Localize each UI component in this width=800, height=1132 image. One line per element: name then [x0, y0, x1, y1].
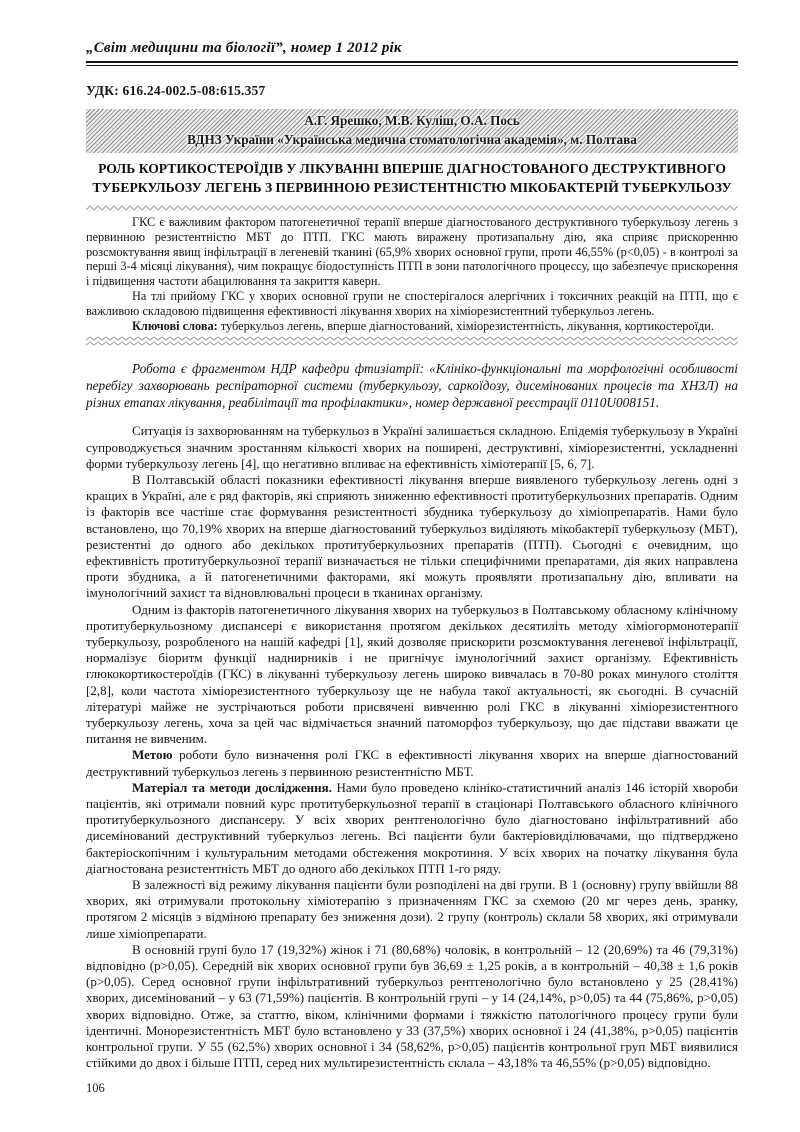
- abstract-section: [86, 205, 738, 346]
- keywords-label: Ключові слова:: [132, 318, 218, 333]
- authors-block: [86, 109, 738, 153]
- methods-label: Матеріал та методи дослідження.: [132, 779, 332, 795]
- body-paragraph-7: В основній групі було 17 (19,32%) жінок і 71 (80,68%) чоловік, в контрольній – 12 (20,69%) та 46 (79,31%) відповідно (р>0,05). Середній вік хворих основної групи був 36,69 ± 1,25 років, а в контрольній – 40,38 ± 1,6 років (р>0,05). Серед основної групи інфільтративний туберкульоз рентгенологічно було встановлено у 25 (28,41%) хворих, дисемінований – у 63 (71,59%) пацієнтів. В контрольній групі – у 14 (24,14%, р>0,05) та 44 (75,86%, р>0,05) хворих відповідно. Отже, за статтю, віком, клінічними формами і тяжкістю патологічного процесу групи були ідентичні. Монорезистентність МБТ було встановлено у 33 (37,5%) хворих основної і 24 (41,38%, р>0,05) пацієнтів контрольної групи. У 55 (62,5%) хворих основної і 34 (58,62%, р>0,05) пацієнтів контрольної груп МБТ виявилися стійкими до двох і більше ПТП, серед них мультирезистентність склала – 43,18% та 46,55% (р>0,05) відповідно.: [86, 941, 738, 1071]
- body-paragraph-2: В Полтавській області показники ефективності лікування вперше виявленого туберкульозу легень одні з кращих в Україні, але є ряд факторів, які сприяють зниженню ефективності протитуберкульозних препаратів. Одним із факторів все частіше стає формування резистентності збудника туберкульозу до хіміопрепаратів. Нами було встановлено, що 70,19% хворих на вперше діагностований туберкульоз виділяють мікобактерії туберкульозу (МБТ), резистентні до одного або декількох протитуберкульозних препаратів (ПТП). Сьогодні є очевидним, що ефективність протитуберкульозної терапії визначається не тільки специфічними препаратами, дія яких направлена проти збудника, а й патогенетичними факторами, які можуть проявляти протизапальну дію, впливати на імунологічний захист та відновлювальні процеси в тканинах організму.: [86, 471, 738, 601]
- aim-label: Метою: [132, 747, 173, 763]
- article-title: РОЛЬ КОРТИКОСТЕРОЇДІВ У ЛІКУВАННІ ВПЕРШЕ ДІАГНОСТОВАНОГО ДЕСТРУКТИВНОГО ТУБЕРКУЛЬОЗУ ЛЕГЕНЬ З ПЕРВИННОЮ РЕЗИСТЕНТНІСТЮ МІКОБАКТЕРІЙ ТУБЕРКУЛЬОЗУ: [92, 161, 732, 195]
- abstract-paragraph-2: На тлі прийому ГКС у хворих основної групи не спостерігалося алергічних і токсичних реакцій на ПТП, що є важливою складовою підвищення ефективності лікування хворих на хіміорезистентний туберкульоз легень.: [86, 288, 738, 318]
- article-body: [86, 423, 738, 1071]
- keywords-line: [86, 319, 738, 334]
- zigzag-border-top-icon: [86, 205, 738, 211]
- udk-code: УДК: 616.24-002.5-08:615.357: [86, 83, 266, 98]
- aim-text: роботи було визначення ролі ГКС в ефективності лікування хворих на вперше діагностований деструктивний туберкульоз легень з первинною резистентністю МБТ.: [86, 747, 738, 779]
- keywords-value: туберкульоз легень, вперше діагностований, хіміорезистентність, лікування, кортикостероїди.: [217, 318, 714, 333]
- research-project-note: Робота є фрагментом НДР кафедри фтизіатрії: «Клініко-функціональні та морфологічні особливості перебігу захворювань респіраторної системи (туберкульозу, саркоїдозу, дисемінованих процесів та ХНЗЛ) на різних етапах лікування, реабілітації та профілактики», номер державної реєстрації 0110U008151.: [86, 361, 738, 411]
- body-paragraph-3: Одним із факторів патогенетичного лікування хворих на туберкульоз в Полтавському обласному клінічному протитуберкульозному диспансері є використання протягом декількох десятиліть методу хіміогормонотерапії туберкульозу, розробленого на нашій кафедрі [1], який дозволяє прискорити розсмоктування легеневої інфільтрації, нормалізує біоритм функції наднирників і не пригнічує імунологічний захист організму. Ефективність глюкокортикостероїдів (ГКС) в лікуванні туберкульозу легень широко вивчалась в 70-80 роках минулого століття [2,8], коли частота хіміорезистентного туберкульозу ще не набула такої актуальності, як сьогодні. В сучасній літературі майже не зустрічаються роботи присвячені вивченню ролі ГКС в лікуванні хіміорезистентного туберкульозу легень, хоча за цей час відмічається значний патоморфоз туберкульозу, що дає підстави вважати це питання не вивченим.: [86, 601, 738, 747]
- methods-text: Нами було проведено клініко-статистичний аналіз 146 історій хвороби пацієнтів, які отримали повний курс протитуберкульозної терапії в стаціонарі Полтавського обласного клінічного протитуберкульозного диспансеру. У всіх хворих рентгенологічно було діагностовано інфільтративний або дисемінований деструктивний туберкульоз легень. Всі пацієнти були бактеріовиділювачами, що підтверджено бактеріоскопічним і культуральним методами обстеження мокротиння. У всіх хворих на початку лікування була діагностована резистентність МБТ до одного або декількох ПТП 1-го ряду.: [86, 779, 739, 876]
- zigzag-border-bottom-icon: [86, 336, 738, 346]
- body-paragraph-1: Ситуація із захворюванням на туберкульоз в Україні залишається складною. Епідемія туберкульозу в Україні супроводжується значним зростанням кількості хворих на поширені, деструктивні, хіміорезистентні, ускладненні форми туберкульозу легень [4], що негативно впливає на ефективність хіміотерапії [5, 6, 7].: [86, 423, 738, 471]
- abstract-text: [86, 211, 738, 336]
- body-paragraph-aim: [86, 747, 738, 779]
- affiliation-line: ВДНЗ України «Українська медична стоматологічна академія», м. Полтава: [187, 131, 637, 147]
- body-paragraph-methods: [86, 780, 738, 877]
- page-header: [86, 40, 738, 66]
- page-number: 106: [86, 1080, 105, 1095]
- journal-title: „Світ медицини та біології”, номер 1 2012 рік: [86, 40, 402, 56]
- authors-line: А.Г. Ярешко, М.В. Куліш, О.А. Пось: [304, 113, 520, 128]
- body-paragraph-6: В залежності від режиму лікування пацієнти були розподілені на дві групи. В 1 (основну) групу ввійшли 88 хворих, які отримували протокольну хіміотерапію з призначенням ГКС за схемою (20 мг через день, зранку, протягом 2 місяців з відміною препарату без зниження дози). 2 групу (контроль) склали 58 хворих, які отримували лише хіміопрепарати.: [86, 877, 738, 941]
- abstract-paragraph-1: ГКС є важливим фактором патогенетичної терапії вперше діагностованого деструктивного туберкульозу легень з первинною резистентністю МБТ до ПТП. ГКС мають виражену протизапальну дію, яка сприяє прискоренню розсмоктування явищ інфільтрації в легеневій тканині (65,9% хворих основної групи, проти 46,55% (р<0,05) - в контролі за перші 3-4 місяці лікування), чим покращує біодоступність ПТП в зони патологічного процессу, що забезпечує прискорення і підвищення частоти абацилювання та закриття каверн.: [86, 215, 738, 289]
- header-rule: [86, 61, 738, 66]
